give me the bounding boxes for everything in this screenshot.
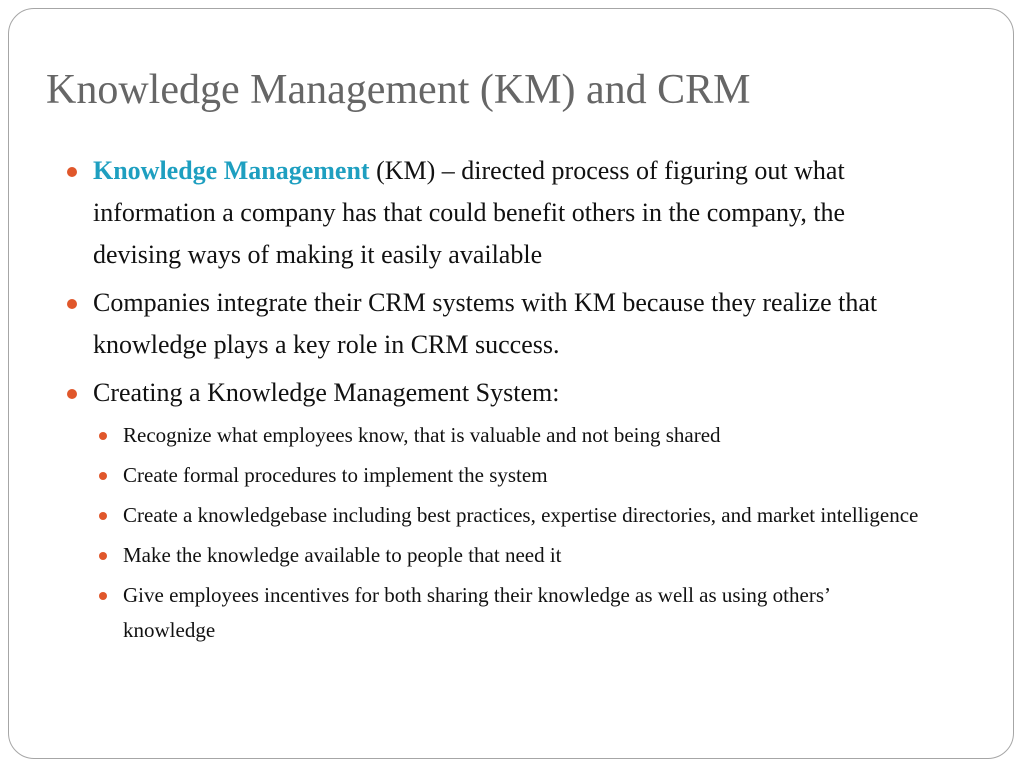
- bullet-text: (KM) – directed process of figuring out what information a company has that could benefit others in the company, the devising ways of making it easily available: [93, 156, 846, 269]
- sub-bullet-dot-icon: [99, 552, 107, 560]
- sub-bullet-dot-icon: [99, 472, 107, 480]
- term-knowledge-management: Knowledge Management: [93, 156, 370, 185]
- bullet-dot-icon: [67, 299, 77, 309]
- bullet-dot-icon: [67, 167, 77, 177]
- sub-bullet-text: Create a knowledgebase including best practices, expertise directories, and market intelligence: [123, 503, 919, 527]
- bullet-text: Creating a Knowledge Management System:: [93, 378, 560, 407]
- bullet-dot-icon: [67, 389, 77, 399]
- bullet-knowledge-management: [60, 150, 920, 276]
- bullet-text: Companies integrate their CRM systems with KM because they realize that knowledge plays a key role in CRM success.: [93, 288, 878, 359]
- sub-bullet-text: Give employees incentives for both sharing their knowledge as well as using others’ knowledge: [123, 583, 830, 642]
- sub-bullet-item: [90, 578, 920, 648]
- sub-bullet-text: Create formal procedures to implement the system: [123, 463, 548, 487]
- bullet-crm-integration: [60, 282, 920, 366]
- sub-bullet-group: [60, 418, 920, 648]
- sub-bullet-item: [90, 418, 920, 453]
- sub-bullet-list: [90, 418, 920, 648]
- slide-body: [60, 150, 920, 653]
- sub-bullet-dot-icon: [99, 512, 107, 520]
- slide-title: Knowledge Management (KM) and CRM: [46, 67, 751, 113]
- sub-bullet-dot-icon: [99, 592, 107, 600]
- sub-bullet-text: Recognize what employees know, that is valuable and not being shared: [123, 423, 721, 447]
- sub-bullet-text: Make the knowledge available to people that need it: [123, 543, 562, 567]
- sub-bullet-dot-icon: [99, 432, 107, 440]
- sub-bullet-item: [90, 458, 920, 493]
- sub-bullet-item: [90, 498, 920, 533]
- bullet-creating-kms: [60, 372, 920, 414]
- sub-bullet-item: [90, 538, 920, 573]
